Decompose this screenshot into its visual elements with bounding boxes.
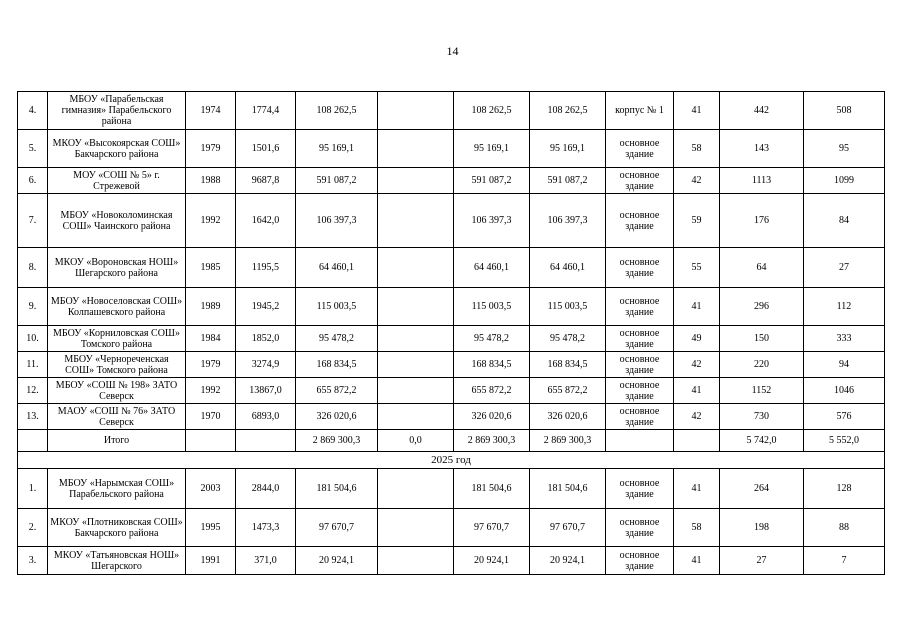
construction-year: 2003: [186, 469, 236, 509]
count-col-2: 176: [720, 194, 804, 248]
building-area: 1774,4: [236, 92, 296, 130]
regional-funds: 115 003,5: [454, 288, 530, 326]
sum-funds: 655 872,2: [530, 378, 606, 404]
total-cost: 168 834,5: [296, 352, 378, 378]
school-name: МКОУ «Высокоярская СОШ» Бакчарского района: [48, 130, 186, 168]
total-cost: 326 020,6: [296, 404, 378, 430]
table-row: [18, 288, 885, 326]
count-col-2: 1152: [720, 378, 804, 404]
building-area: 1945,2: [236, 288, 296, 326]
row-number: 4.: [18, 92, 48, 130]
sum-funds: 108 262,5: [530, 92, 606, 130]
school-name: МБОУ «Новоселовская СОШ» Колпашевского района: [48, 288, 186, 326]
count-col-3: 576: [804, 404, 885, 430]
federal-funds: [378, 404, 454, 430]
school-name: МКОУ «Плотниковская СОШ» Бакчарского района: [48, 509, 186, 547]
federal-funds: [378, 352, 454, 378]
row-number: 8.: [18, 248, 48, 288]
count-col-2: 296: [720, 288, 804, 326]
federal-funds: [378, 168, 454, 194]
total-cost: 20 924,1: [296, 547, 378, 575]
sum-funds: 95 478,2: [530, 326, 606, 352]
total-cost: 108 262,5: [296, 92, 378, 130]
school-name: МКОУ «Вороновская НОШ» Шегарского района: [48, 248, 186, 288]
count-col-3: 128: [804, 469, 885, 509]
table-row: [18, 92, 885, 130]
sum-funds: 97 670,7: [530, 509, 606, 547]
count-col-1: 49: [674, 326, 720, 352]
regional-funds: 106 397,3: [454, 194, 530, 248]
sum-funds: 181 504,6: [530, 469, 606, 509]
construction-year: 1992: [186, 194, 236, 248]
count-col-1: 59: [674, 194, 720, 248]
federal-funds: [378, 288, 454, 326]
building-type: основное здание: [606, 469, 674, 509]
building-type: основное здание: [606, 378, 674, 404]
school-name: МКОУ «Татьяновская НОШ» Шегарского: [48, 547, 186, 575]
count-col-3: 1099: [804, 168, 885, 194]
federal-funds: [378, 509, 454, 547]
sum-funds: 2 869 300,3: [530, 430, 606, 452]
total-cost: 2 869 300,3: [296, 430, 378, 452]
count-col-1: 41: [674, 547, 720, 575]
building-area: 6893,0: [236, 404, 296, 430]
total-cost: 181 504,6: [296, 469, 378, 509]
count-col-1: 58: [674, 509, 720, 547]
total-cost: 115 003,5: [296, 288, 378, 326]
building-area: 1195,5: [236, 248, 296, 288]
total-cost: 106 397,3: [296, 194, 378, 248]
count-col-2: 220: [720, 352, 804, 378]
construction-year: 1984: [186, 326, 236, 352]
total-cost: 591 087,2: [296, 168, 378, 194]
count-col-3: 508: [804, 92, 885, 130]
empty-cell: [186, 430, 236, 452]
building-type: основное здание: [606, 352, 674, 378]
count-col-1: 55: [674, 248, 720, 288]
school-name: МОУ «СОШ № 5» г. Стрежевой: [48, 168, 186, 194]
count-col-2: 27: [720, 547, 804, 575]
school-name: МБОУ «Нарымская СОШ» Парабельского района: [48, 469, 186, 509]
count-col-2: 198: [720, 509, 804, 547]
federal-funds: [378, 378, 454, 404]
count-col-2: 150: [720, 326, 804, 352]
federal-funds: [378, 92, 454, 130]
table-row: [18, 194, 885, 248]
table-row: [18, 326, 885, 352]
table-row: [18, 547, 885, 575]
construction-year: 1979: [186, 130, 236, 168]
count-col-1: 41: [674, 378, 720, 404]
regional-funds: 168 834,5: [454, 352, 530, 378]
total-row: [18, 430, 885, 452]
regional-funds: 20 924,1: [454, 547, 530, 575]
row-number: 12.: [18, 378, 48, 404]
empty-cell: [674, 430, 720, 452]
federal-funds: [378, 248, 454, 288]
building-type: основное здание: [606, 248, 674, 288]
building-type: основное здание: [606, 509, 674, 547]
regional-funds: 95 169,1: [454, 130, 530, 168]
count-col-3: 5 552,0: [804, 430, 885, 452]
total-label: Итого: [48, 430, 186, 452]
total-cost: 64 460,1: [296, 248, 378, 288]
row-number: 6.: [18, 168, 48, 194]
row-number: 9.: [18, 288, 48, 326]
sum-funds: 115 003,5: [530, 288, 606, 326]
building-area: 1501,6: [236, 130, 296, 168]
row-number: 11.: [18, 352, 48, 378]
row-number: 7.: [18, 194, 48, 248]
count-col-3: 88: [804, 509, 885, 547]
empty-cell: [18, 430, 48, 452]
total-cost: 95 478,2: [296, 326, 378, 352]
count-col-1: 58: [674, 130, 720, 168]
count-col-3: 95: [804, 130, 885, 168]
federal-funds: [378, 130, 454, 168]
building-type: основное здание: [606, 130, 674, 168]
empty-cell: [606, 430, 674, 452]
page-number: 14: [446, 44, 459, 58]
regional-funds: 655 872,2: [454, 378, 530, 404]
regional-funds: 2 869 300,3: [454, 430, 530, 452]
schools-table: [17, 91, 885, 575]
school-name: МБОУ «Корниловская СОШ» Томского района: [48, 326, 186, 352]
count-col-1: 41: [674, 288, 720, 326]
federal-funds: [378, 326, 454, 352]
total-cost: 95 169,1: [296, 130, 378, 168]
construction-year: 1974: [186, 92, 236, 130]
building-type: основное здание: [606, 168, 674, 194]
total-cost: 655 872,2: [296, 378, 378, 404]
regional-funds: 326 020,6: [454, 404, 530, 430]
count-col-3: 112: [804, 288, 885, 326]
regional-funds: 181 504,6: [454, 469, 530, 509]
row-number: 13.: [18, 404, 48, 430]
sum-funds: 168 834,5: [530, 352, 606, 378]
table-row: [18, 378, 885, 404]
building-type: основное здание: [606, 288, 674, 326]
building-area: 3274,9: [236, 352, 296, 378]
table-row: [18, 168, 885, 194]
regional-funds: 97 670,7: [454, 509, 530, 547]
school-name: МАОУ «СОШ № 76» ЗАТО Северск: [48, 404, 186, 430]
count-col-3: 1046: [804, 378, 885, 404]
school-name: МБОУ «Парабельская гимназия» Парабельского района: [48, 92, 186, 130]
regional-funds: 64 460,1: [454, 248, 530, 288]
count-col-2: 143: [720, 130, 804, 168]
federal-funds: [378, 469, 454, 509]
row-number: 1.: [18, 469, 48, 509]
count-col-3: 7: [804, 547, 885, 575]
row-number: 5.: [18, 130, 48, 168]
regional-funds: 95 478,2: [454, 326, 530, 352]
table-row: [18, 509, 885, 547]
count-col-2: 64: [720, 248, 804, 288]
building-area: 1473,3: [236, 509, 296, 547]
count-col-1: 42: [674, 352, 720, 378]
school-name: МБОУ «Новоколоминская СОШ» Чаинского района: [48, 194, 186, 248]
count-col-2: 442: [720, 92, 804, 130]
regional-funds: 108 262,5: [454, 92, 530, 130]
row-number: 10.: [18, 326, 48, 352]
building-area: 9687,8: [236, 168, 296, 194]
count-col-1: 42: [674, 168, 720, 194]
sum-funds: 591 087,2: [530, 168, 606, 194]
count-col-2: 5 742,0: [720, 430, 804, 452]
section-header-row: [18, 452, 885, 469]
count-col-3: 333: [804, 326, 885, 352]
federal-funds: 0,0: [378, 430, 454, 452]
row-number: 3.: [18, 547, 48, 575]
building-area: 1852,0: [236, 326, 296, 352]
building-type: основное здание: [606, 194, 674, 248]
building-type: основное здание: [606, 404, 674, 430]
table-row: [18, 469, 885, 509]
construction-year: 1995: [186, 509, 236, 547]
building-area: 13867,0: [236, 378, 296, 404]
construction-year: 1992: [186, 378, 236, 404]
construction-year: 1988: [186, 168, 236, 194]
building-area: 2844,0: [236, 469, 296, 509]
school-name: МБОУ «Чернореченская СОШ» Томского района: [48, 352, 186, 378]
sum-funds: 95 169,1: [530, 130, 606, 168]
count-col-1: 42: [674, 404, 720, 430]
construction-year: 1985: [186, 248, 236, 288]
building-type: основное здание: [606, 547, 674, 575]
federal-funds: [378, 547, 454, 575]
empty-cell: [236, 430, 296, 452]
count-col-3: 94: [804, 352, 885, 378]
table-row: [18, 404, 885, 430]
sum-funds: 20 924,1: [530, 547, 606, 575]
sum-funds: 106 397,3: [530, 194, 606, 248]
regional-funds: 591 087,2: [454, 168, 530, 194]
table-body: [18, 92, 885, 575]
count-col-1: 41: [674, 92, 720, 130]
count-col-2: 264: [720, 469, 804, 509]
count-col-3: 84: [804, 194, 885, 248]
building-area: 1642,0: [236, 194, 296, 248]
count-col-2: 730: [720, 404, 804, 430]
building-area: 371,0: [236, 547, 296, 575]
table-row: [18, 352, 885, 378]
school-name: МБОУ «СОШ № 198» ЗАТО Северск: [48, 378, 186, 404]
total-cost: 97 670,7: [296, 509, 378, 547]
construction-year: 1970: [186, 404, 236, 430]
count-col-1: 41: [674, 469, 720, 509]
construction-year: 1991: [186, 547, 236, 575]
federal-funds: [378, 194, 454, 248]
sum-funds: 326 020,6: [530, 404, 606, 430]
count-col-2: 1113: [720, 168, 804, 194]
construction-year: 1989: [186, 288, 236, 326]
sum-funds: 64 460,1: [530, 248, 606, 288]
row-number: 2.: [18, 509, 48, 547]
construction-year: 1979: [186, 352, 236, 378]
table-row: [18, 130, 885, 168]
count-col-3: 27: [804, 248, 885, 288]
building-type: основное здание: [606, 326, 674, 352]
table-row: [18, 248, 885, 288]
building-type: корпус № 1: [606, 92, 674, 130]
section-year-label: 2025 год: [18, 452, 885, 469]
